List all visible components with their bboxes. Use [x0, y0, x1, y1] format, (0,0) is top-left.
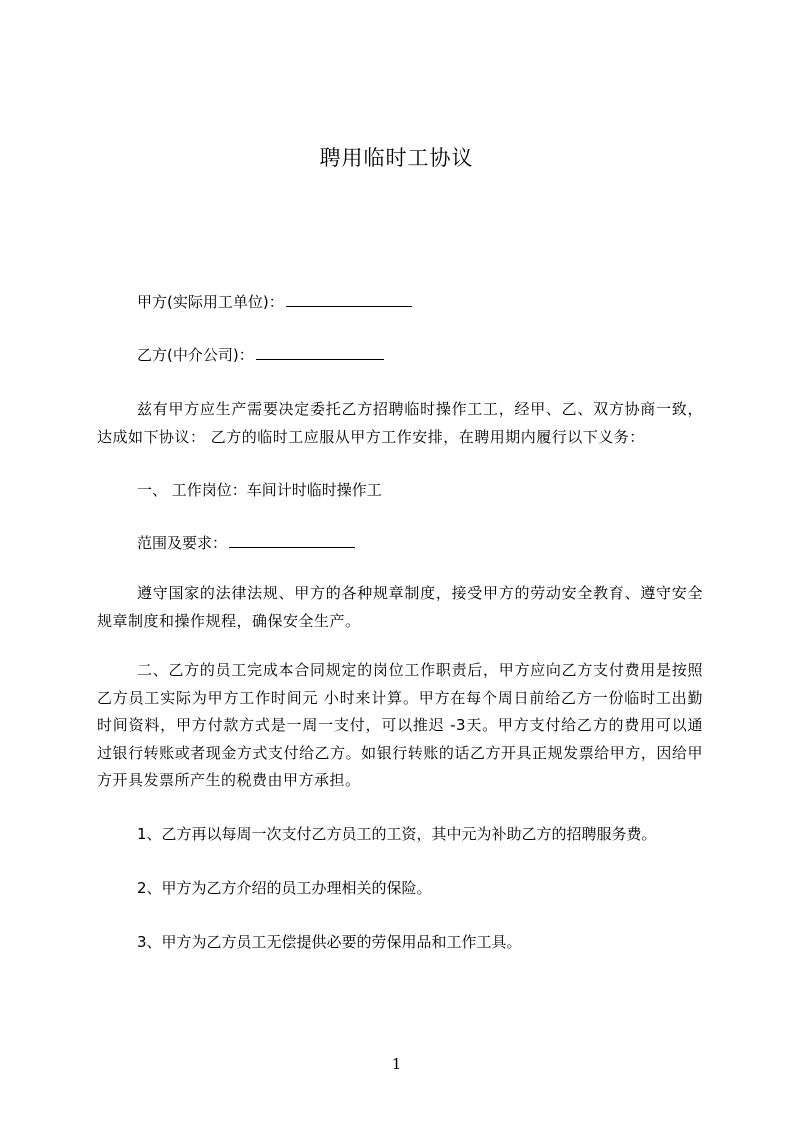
page-number: 1: [391, 1055, 402, 1073]
section2-paragraph: 二、乙方的员工完成本合同规定的岗位工作职责后，甲方应向乙方支付费用是按照乙方员工实际为甲方工作时间元 小时来计算。甲方在每个周日前给乙方一份临时工出勤时间资料，甲方付款方式是一周一支付，可以推迟 -3天。甲方支付给乙方的费用可以通过银行转账或者现金方式支付给乙方。如银行转账的话乙方开具正规发票给甲方，因给甲方开具发票所产生的税费由甲方承担。: [97, 661, 703, 789]
section1-heading: 一、 工作岗位：车间计时临时操作工: [137, 481, 382, 499]
item-1: 1、乙方再以每周一次支付乙方员工的工资，其中元为补助乙方的招聘服务费。: [137, 825, 657, 843]
party-a-line: [137, 292, 412, 312]
scope-blank: [229, 533, 355, 548]
item-2: 2、甲方为乙方介绍的员工办理相关的保险。: [137, 879, 432, 897]
party-b-blank: [256, 345, 384, 360]
party-b-line: [137, 345, 384, 365]
scope-line: [137, 533, 355, 553]
document-title: 聘用临时工协议: [319, 146, 474, 170]
party-a-blank: [286, 292, 412, 307]
intro-paragraph: 兹有甲方应生产需要决定委托乙方招聘临时操作工工，经甲、乙、双方协商一致，达成如下协议： 乙方的临时工应服从甲方工作安排，在聘用期内履行以下义务：: [97, 400, 703, 446]
party-a-label: 甲方(实际用工单位)：: [137, 293, 284, 311]
item-3: 3、甲方为乙方员工无偿提供必要的劳保用品和工作工具。: [137, 933, 522, 951]
compliance-paragraph: 遵守国家的法律法规、甲方的各种规章制度，接受甲方的劳动安全教育、遵守安全规章制度和操作规程，确保安全生产。: [97, 584, 703, 630]
scope-label: 范围及要求：: [137, 534, 228, 552]
party-b-label: 乙方(中介公司)：: [137, 346, 254, 364]
